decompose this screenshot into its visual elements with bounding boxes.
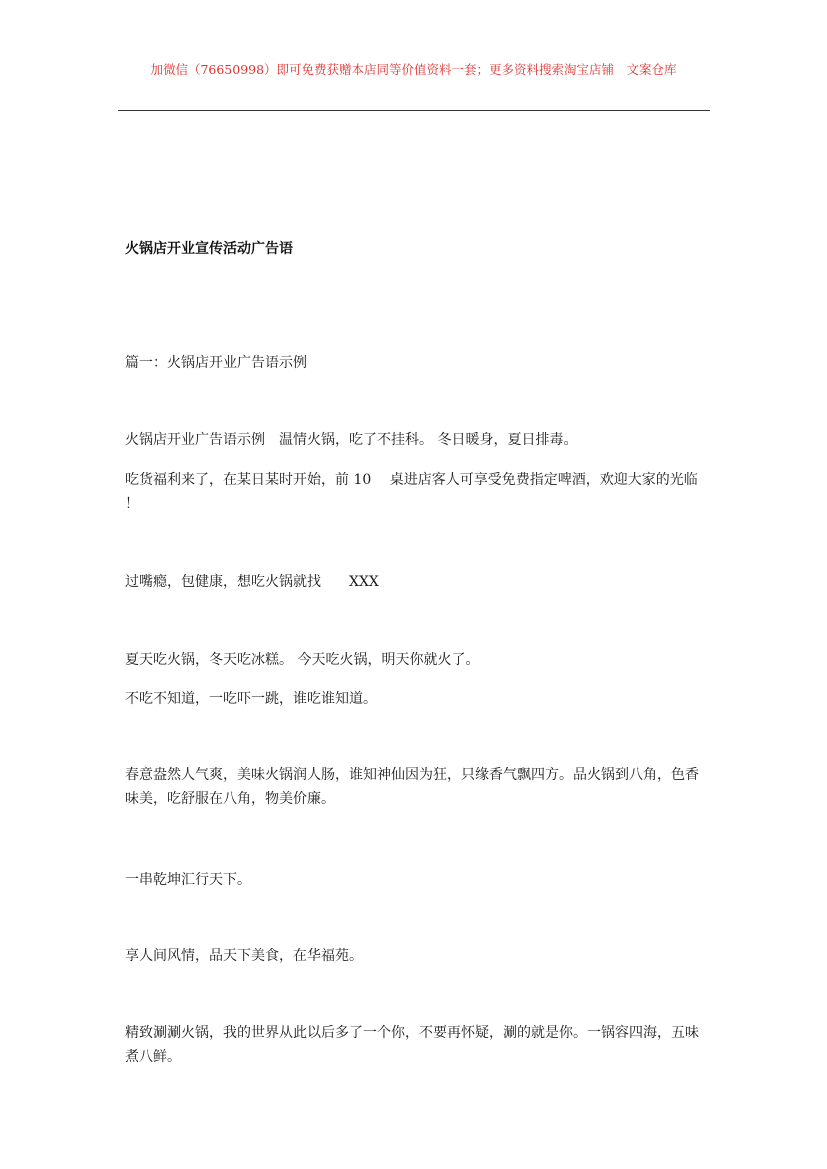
document-title: 火锅店开业宣传活动广告语 xyxy=(125,241,293,257)
paragraph: 火锅店开业广告语示例 温情火锅，吃了不挂科。 冬日暖身，夏日排毒。 xyxy=(125,432,578,448)
paragraph: 吃货福利来了，在某日某时开始，前 10 桌进店客人可享受免费指定啤酒，欢迎大家的光临 ！ xyxy=(125,472,703,512)
section-heading: 篇一：火锅店开业广告语示例 xyxy=(125,355,307,371)
header-divider xyxy=(118,110,710,111)
paragraph: 夏天吃火锅，冬天吃冰糕。 今天吃火锅，明天你就火了。 xyxy=(125,652,480,668)
paragraph: 享人间风情，品天下美食，在华福苑。 xyxy=(125,948,363,964)
paragraph: 春意盎然人气爽，美味火锅润人肠，谁知神仙因为狂，只缘香气飘四方。品火锅到八角，色香味美，吃舒服在八角，物美价廉。 xyxy=(125,767,699,807)
paragraph: 不吃不知道，一吃吓一跳，谁吃谁知道。 xyxy=(125,691,377,707)
paragraph: 精致涮涮火锅，我的世界从此以后多了一个你，不要再怀疑，涮的就是你。一锅容四海，五味煮八鲜。 xyxy=(125,1025,699,1065)
paragraph: 一串乾坤汇行天下。 xyxy=(125,872,251,888)
paragraph: 过嘴瘾，包健康，想吃火锅就找 XXX xyxy=(125,574,379,590)
header-promo-note: 加微信（76650998）即可免费获赠本店同等价值资料一套；更多资料搜索淘宝店铺 文案仓库 xyxy=(150,62,677,77)
